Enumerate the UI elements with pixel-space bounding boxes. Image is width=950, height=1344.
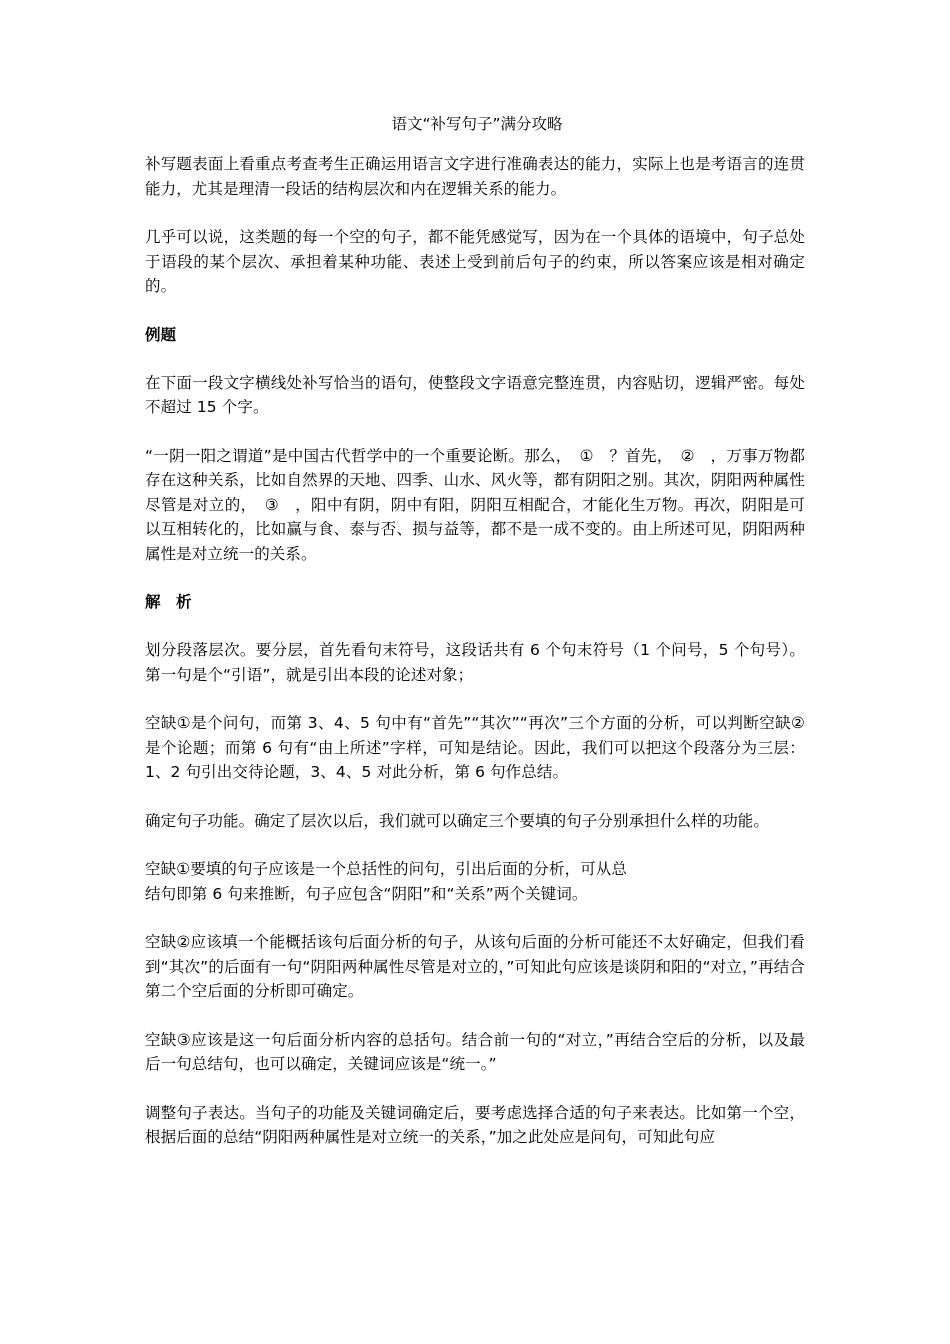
document-title: 语文“补写句子”满分攻略 — [391, 115, 563, 133]
analysis-paragraph-5: 空缺③应该是这一句后面分析内容的总括句。结合前一句的“对立，”再结合空后的分析，以及最后一句总结句，也可以确定，关键词应该是“统一。” — [145, 1030, 805, 1073]
example-heading: 例题 — [145, 325, 177, 344]
analysis-paragraph-3: 确定句子功能。确定了层次以后，我们就可以确定三个要填的句子分别承担什么样的功能。 — [145, 811, 770, 830]
analysis-paragraph-6: 调整句子表达。当句子的功能及关键词确定后，要考虑选择合适的句子来表达。比如第一个空，根据后面的总结“阴阳两种属性是对立统一的关系，”加之此处应是问句，可知此句应 — [145, 1103, 805, 1146]
intro-paragraph-1: 补写题表面上看重点考查考生正确运用语言文字进行准确表达的能力，实际上也是考语言的连贯能力，尤其是理清一段话的结构层次和内在逻辑关系的能力。 — [145, 155, 805, 198]
blank1-line-1: 空缺①要填的句子应该是一个总括性的问句，引出后面的分析，可从总 — [145, 860, 627, 878]
example-instruction: 在下面一段文字横线处补写恰当的语句，使整段文字语意完整连贯，内容贴切，逻辑严密。每处不超过 15 个字。 — [145, 373, 805, 416]
example-text: “一阴一阳之谓道”是中国古代哲学中的一个重要论断。那么， ① ？首先， ② ，万事万物都存在这种关系，比如自然界的天地、四季、山水、风火等，都有阴阳之别。其次，阴阳两种属性尽管是对立的， ③ ，阳中有阴，阴中有阳，阴阳互相配合，才能化生万物。再次，阴阳是可以互相转化的，比如赢与食、泰与否、损与益等，都不是一成不变的。由上所述可见，阴阳两种属性是对立统一的关系。 — [145, 446, 805, 563]
analysis-paragraph-1: 划分段落层次。要分层，首先看句末符号，这段话共有 6 个句末符号（1 个问号，5 个句号）。第一句是个“引语”，就是引出本段的论述对象； — [145, 641, 805, 684]
analysis-heading: 解 析 — [145, 593, 192, 611]
analysis-paragraph-4: 空缺②应该填一个能概括该句后面分析的句子，从该句后面的分析可能还不太好确定，但我们看到“其次”的后面有一句“阴阳两种属性尽管是对立的，”可知此句应该是谈阴和阳的“对立，”再结合第二个空后面的分析即可确定。 — [145, 933, 805, 1000]
blank1-line-2: 结句即第 6 句来推断，句子应包含“阴阳”和“关系”两个关键词。 — [145, 884, 588, 903]
analysis-paragraph-2: 空缺①是个问句，而第 3、4、5 句中有“首先”“其次”“再次”三个方面的分析，可以判断空缺②是个论题；而第 6 句有“由上所述”字样，可知是结论。因此，我们可以把这个段落分为三层：1、2 句引出交待论题，3、4、5 对此分析，第 6 句作总结。 — [145, 714, 805, 781]
document-page — [145, 112, 805, 1174]
intro-paragraph-2: 几乎可以说，这类题的每一个空的句子，都不能凭感觉写，因为在一个具体的语境中，句子总处于语段的某个层次、承担着某种功能、表述上受到前后句子的约束，所以答案应该是相对确定的。 — [145, 228, 805, 295]
